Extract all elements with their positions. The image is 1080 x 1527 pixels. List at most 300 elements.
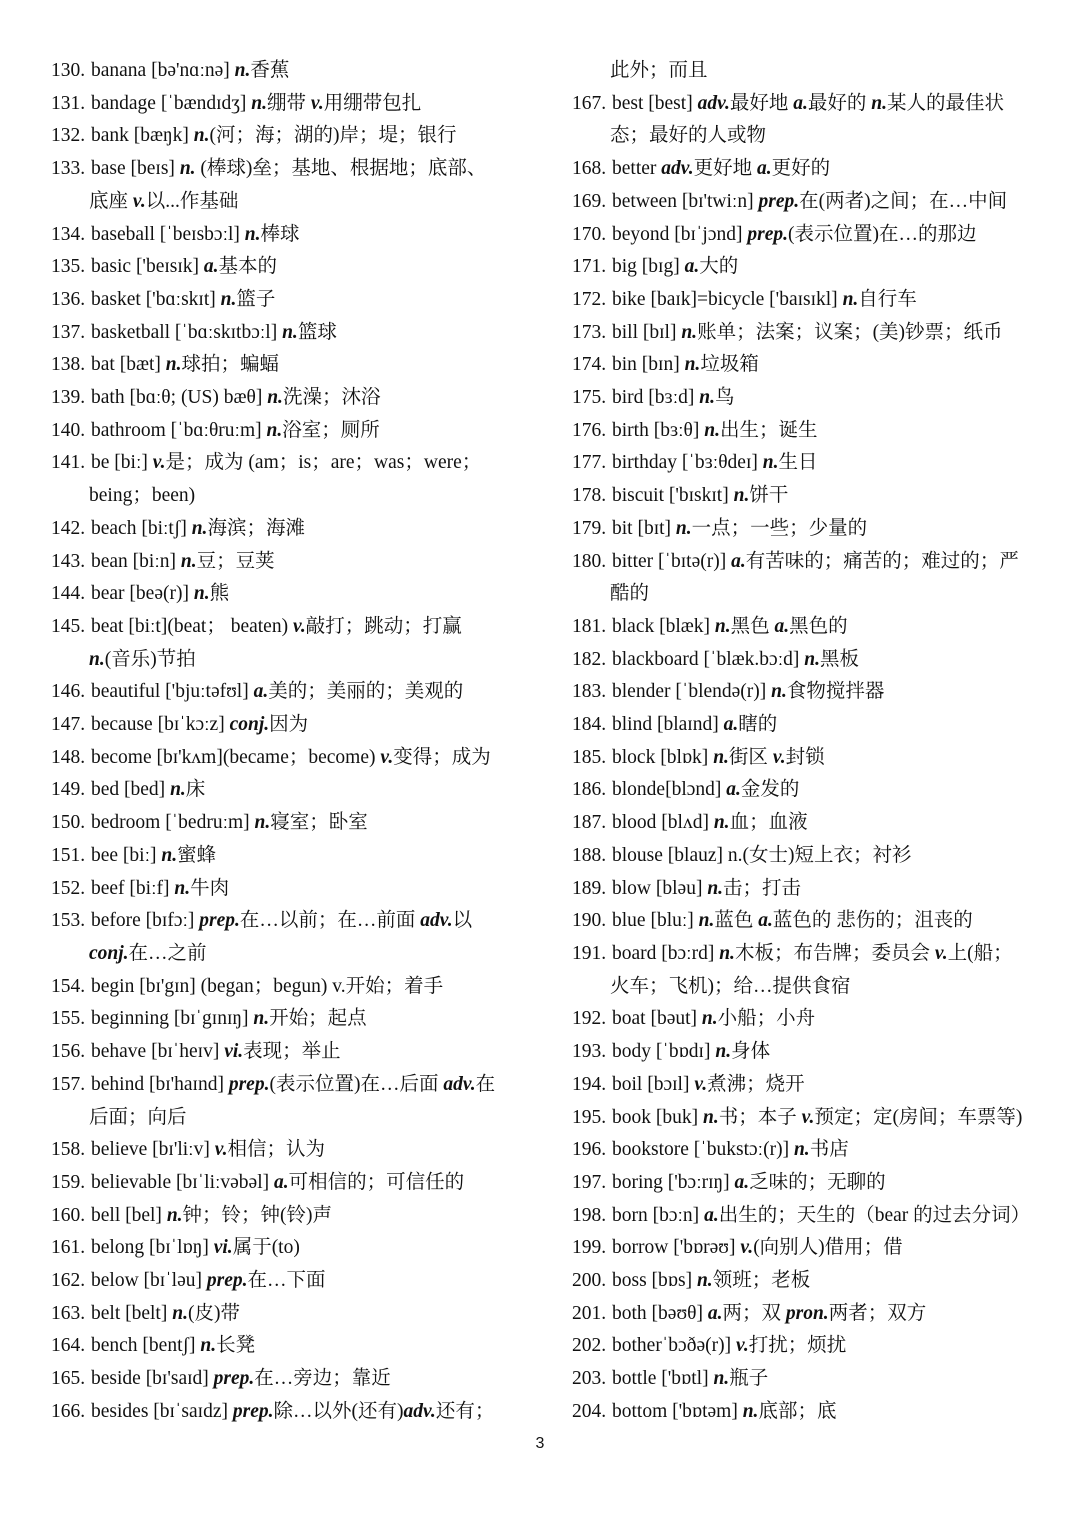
part-of-speech: n. <box>704 419 720 441</box>
entry-text-segment: 乏味的；无聊的 <box>749 1171 886 1193</box>
vocab-entry <box>51 1200 521 1233</box>
entry-text-segment: (河；海；湖的)岸；堤；银行 <box>209 125 457 147</box>
vocab-entry <box>51 742 521 775</box>
entry-text-segment: beyond [bɪˈjɔnd] <box>612 223 748 245</box>
entry-text-segment: 身体 <box>731 1041 771 1063</box>
part-of-speech: a. <box>274 1171 289 1193</box>
part-of-speech: a. <box>793 92 808 114</box>
entry-text-segment: 熊 <box>209 583 230 605</box>
entry-number: 163. <box>51 1302 86 1324</box>
vocab-entry-continuation <box>51 480 521 513</box>
part-of-speech: conj. <box>89 942 129 964</box>
entry-text <box>91 1003 521 1036</box>
entry-number: 187. <box>572 812 607 834</box>
vocab-entry <box>572 1330 1042 1363</box>
entry-text-segment: 最好地 <box>729 92 794 114</box>
entry-text <box>612 873 1042 906</box>
entry-text-segment: 街区 <box>728 746 773 768</box>
entry-text <box>612 840 1042 873</box>
entry-text-segment: baseball [ˈbeɪsbɔːl] <box>91 223 245 245</box>
entry-text-segment: 开始；起点 <box>269 1008 367 1030</box>
entry-number: 172. <box>572 288 607 310</box>
part-of-speech: vi. <box>213 1237 233 1259</box>
vocab-entry <box>51 1363 521 1396</box>
part-of-speech: n. <box>793 1139 810 1161</box>
entry-number: 162. <box>51 1270 86 1292</box>
entry-number: 182. <box>572 648 607 670</box>
entry-number: 167. <box>572 92 607 114</box>
entry-number: 171. <box>572 256 607 278</box>
part-of-speech: n. <box>719 942 735 964</box>
entry-text-segment: bell [bel] <box>91 1204 167 1226</box>
part-of-speech: v. <box>380 746 394 768</box>
entry-text-segment: (皮)带 <box>187 1302 240 1324</box>
vocab-entry <box>51 1396 521 1429</box>
part-of-speech: n. <box>684 354 701 376</box>
part-of-speech: a. <box>774 615 790 637</box>
part-of-speech: n. <box>771 681 787 703</box>
vocab-entry <box>51 1036 521 1069</box>
entry-text <box>612 284 1042 317</box>
entry-text <box>91 807 521 840</box>
entry-text-segment: 血；血液 <box>729 812 808 834</box>
entry-text-segment: 瓶子 <box>729 1368 769 1390</box>
vocab-entry <box>572 1298 1042 1331</box>
entry-text <box>612 382 1042 415</box>
entry-number: 168. <box>572 158 607 180</box>
entry-text-segment: beside [bɪ'saɪd] <box>91 1368 214 1390</box>
entry-text <box>612 513 1042 546</box>
vocab-entry <box>572 88 1042 121</box>
part-of-speech: v. <box>934 942 948 964</box>
entry-number: 142. <box>51 517 86 539</box>
vocab-entry-continuation <box>51 938 521 971</box>
entry-text-segment: 棒球 <box>260 223 300 245</box>
entry-text-segment: 两者；双方 <box>828 1302 927 1324</box>
entry-number: 154. <box>51 975 86 997</box>
part-of-speech: prep. <box>228 1073 270 1095</box>
part-of-speech: prep. <box>232 1400 274 1422</box>
entry-text-segment: behave [bɪˈheɪv] <box>91 1041 225 1063</box>
part-of-speech: n. <box>200 1335 217 1357</box>
entry-text <box>91 1298 521 1331</box>
part-of-speech: n. <box>675 517 692 539</box>
vocab-entry <box>572 415 1042 448</box>
entry-text-segment: 煮沸；烧开 <box>707 1073 805 1095</box>
entry-text-segment: 在…旁边；靠近 <box>254 1368 391 1390</box>
entry-text <box>91 1036 521 1069</box>
vocab-entry <box>51 578 521 611</box>
entry-text <box>612 611 1042 644</box>
entry-text-segment: (向别人)借用；借 <box>753 1237 903 1259</box>
part-of-speech: v. <box>292 615 306 637</box>
part-of-speech: n. <box>174 877 191 899</box>
vocab-entry-continuation <box>572 971 1042 1004</box>
entry-text-segment: bike [baɪk]=bicycle ['baɪsɪkl] <box>612 288 843 310</box>
vocab-entry <box>572 1396 1042 1429</box>
entry-text-segment: beautiful ['bjuːtəfʊl] <box>91 681 254 703</box>
vocab-entry <box>572 1134 1042 1167</box>
entry-text-segment: 鸟 <box>715 387 735 409</box>
part-of-speech: v. <box>310 92 324 114</box>
entry-number: 140. <box>51 419 86 441</box>
part-of-speech: v. <box>152 452 166 474</box>
entry-text-segment: 在…下面 <box>247 1270 326 1292</box>
entry-text-segment: 篮子 <box>236 288 276 310</box>
vocab-entry <box>572 644 1042 677</box>
vocab-entry-continuation <box>572 55 1042 88</box>
part-of-speech: n. <box>703 1106 719 1128</box>
entry-text <box>612 1036 1042 1069</box>
entry-text-segment: 有苦味的；痛苦的；难过的；严 <box>745 550 1019 572</box>
part-of-speech: n. <box>707 877 724 899</box>
vocab-entry <box>51 447 521 480</box>
entry-text-segment: base [beɪs] <box>91 158 180 180</box>
entry-text <box>612 1265 1042 1298</box>
entry-number: 181. <box>572 615 607 637</box>
part-of-speech: adv. <box>661 158 694 180</box>
entry-text-segment: 变得；成为 <box>393 746 491 768</box>
entry-text <box>91 676 521 709</box>
entry-text <box>612 807 1042 840</box>
part-of-speech: n. <box>698 910 715 932</box>
entry-number: 183. <box>572 681 607 703</box>
vocab-entry <box>572 1232 1042 1265</box>
entry-text-segment: 可相信的；可信任的 <box>288 1171 465 1193</box>
part-of-speech: n. <box>681 321 698 343</box>
part-of-speech: v. <box>214 1139 228 1161</box>
entry-text-segment: 在 <box>475 1073 496 1095</box>
part-of-speech: n. <box>254 812 271 834</box>
entry-text-segment: be [biː] <box>91 452 153 474</box>
entry-text <box>91 1330 521 1363</box>
entry-text-segment: blow [bləu] <box>612 877 708 899</box>
entry-text <box>91 415 521 448</box>
vocab-column-left <box>51 55 521 1429</box>
entry-number: 153. <box>51 910 86 932</box>
entry-text <box>91 971 521 1004</box>
entry-number: 204. <box>572 1400 607 1422</box>
entry-number: 176. <box>572 419 607 441</box>
vocab-entry <box>572 284 1042 317</box>
entry-text <box>91 219 521 252</box>
entry-text <box>612 349 1042 382</box>
entry-text-segment: 是；成为 (am；is；are；was；were； <box>165 452 482 474</box>
entry-text <box>612 774 1042 807</box>
vocab-entry <box>572 709 1042 742</box>
entry-text-segment: 自行车 <box>858 288 917 310</box>
entry-text-segment: blue [bluː] <box>612 910 699 932</box>
vocab-entry <box>572 251 1042 284</box>
entry-number: 137. <box>51 321 86 343</box>
entry-text-segment: belt [belt] <box>91 1302 173 1324</box>
entry-text-segment: 敲打；跳动；打赢 <box>305 615 462 637</box>
entry-text <box>612 1232 1042 1265</box>
entry-text-segment: beef [biːf] <box>91 877 175 899</box>
vocab-entry <box>51 1167 521 1200</box>
entry-text-segment: 寝室；卧室 <box>270 812 368 834</box>
entry-text <box>612 676 1042 709</box>
vocab-entry <box>51 153 521 186</box>
vocab-entry-continuation <box>51 644 521 677</box>
entry-text-segment: 用绷带包扎 <box>323 92 422 114</box>
part-of-speech: n. <box>733 485 750 507</box>
entry-number: 185. <box>572 746 607 768</box>
entry-text-segment: 书；本子 <box>718 1106 802 1128</box>
part-of-speech: n. <box>701 1008 718 1030</box>
entry-number: 159. <box>51 1171 86 1193</box>
vocab-entry <box>51 219 521 252</box>
vocab-entry <box>51 840 521 873</box>
vocab-entry <box>572 1003 1042 1036</box>
part-of-speech: v. <box>772 746 786 768</box>
entry-number: 191. <box>572 942 607 964</box>
vocab-entry <box>51 251 521 284</box>
entry-text <box>612 480 1042 513</box>
entry-text-segment: belong [bɪˈlɒŋ] <box>91 1237 214 1259</box>
vocab-entry <box>51 709 521 742</box>
entry-text-segment: (棒球)垒；基地、根据地；底部、 <box>195 158 487 180</box>
vocab-entry <box>51 120 521 153</box>
part-of-speech: pron. <box>785 1302 829 1324</box>
entry-text-segment: better <box>612 158 662 180</box>
entry-text-segment: begin [bɪ'gɪn] (began；begun) v.开始；着手 <box>91 975 444 997</box>
entry-text-segment: bath [bɑːθ; (US) bæθ] <box>91 387 268 409</box>
vocab-entry <box>51 382 521 415</box>
part-of-speech: prep. <box>758 190 800 212</box>
vocab-entry <box>51 971 521 1004</box>
vocab-entry <box>572 938 1042 971</box>
entry-text-segment: 生日 <box>778 452 818 474</box>
entry-text <box>91 774 521 807</box>
entry-text-segment: bee [biː] <box>91 844 162 866</box>
entry-number: 188. <box>572 844 607 866</box>
vocab-entry <box>572 219 1042 252</box>
part-of-speech: n. <box>165 354 182 376</box>
vocab-entry <box>572 1102 1042 1135</box>
part-of-speech: n. <box>220 288 237 310</box>
vocab-entry <box>572 807 1042 840</box>
vocab-entry <box>51 873 521 906</box>
entry-text <box>91 1200 521 1233</box>
entry-text-segment: 豆；豆荚 <box>196 550 275 572</box>
vocab-entry <box>572 1167 1042 1200</box>
entry-text <box>612 644 1042 677</box>
entry-number: 164. <box>51 1335 86 1357</box>
entry-number: 184. <box>572 714 607 736</box>
part-of-speech: n. <box>166 1204 183 1226</box>
entry-text <box>91 611 521 644</box>
part-of-speech: n. <box>253 1008 270 1030</box>
entry-number: 198. <box>572 1204 607 1226</box>
entry-number: 174. <box>572 354 607 376</box>
part-of-speech: n. <box>696 1270 713 1292</box>
entry-number: 130. <box>51 60 86 81</box>
entry-text-segment: 香蕉 <box>250 60 290 81</box>
entry-text-segment: 表现；举止 <box>243 1041 341 1063</box>
entry-text-segment: 封锁 <box>785 746 825 768</box>
entry-text-segment: boat [bəut] <box>612 1008 702 1030</box>
entry-number: 161. <box>51 1237 86 1259</box>
entry-number: 147. <box>51 714 86 736</box>
entry-text-segment: basketball [ˈbɑːskɪtbɔːl] <box>91 321 283 343</box>
vocab-entry-continuation <box>572 120 1042 153</box>
part-of-speech: n. <box>234 60 251 81</box>
entry-number: 158. <box>51 1139 86 1161</box>
entry-text-segment: 洗澡；沐浴 <box>282 387 381 409</box>
entry-text <box>91 742 521 775</box>
entry-text-segment: 一点；一些；少量的 <box>691 517 868 539</box>
entry-number: 155. <box>51 1008 86 1030</box>
entry-text <box>91 1363 521 1396</box>
vocab-entry <box>51 905 521 938</box>
entry-text <box>91 1167 521 1200</box>
vocab-entry <box>572 186 1042 219</box>
part-of-speech: adv. <box>420 910 453 932</box>
entry-number: 197. <box>572 1171 607 1193</box>
entry-text-segment: body [ˈbɒdɪ] <box>612 1041 716 1063</box>
part-of-speech: n. <box>282 321 298 343</box>
vocab-entry <box>51 774 521 807</box>
entry-text <box>91 578 521 611</box>
entry-number: 134. <box>51 223 86 245</box>
part-of-speech: n. <box>713 746 729 768</box>
part-of-speech: v. <box>694 1073 708 1095</box>
entry-text <box>612 153 1042 186</box>
entry-number: 169. <box>572 190 607 212</box>
entry-text-segment: 火车；飞机)；给…提供食宿 <box>610 975 851 997</box>
entry-text <box>612 1003 1042 1036</box>
part-of-speech: n. <box>762 452 779 474</box>
entry-number: 136. <box>51 288 86 310</box>
entry-text <box>91 317 521 350</box>
entry-text-segment: bear [beə(r)] <box>91 583 194 605</box>
vocab-entry <box>51 1298 521 1331</box>
part-of-speech: a. <box>723 714 739 736</box>
entry-text-segment: 长凳 <box>216 1335 256 1357</box>
entry-text-segment: because [bɪˈkɔːz] <box>91 714 230 736</box>
part-of-speech: n. <box>193 125 210 147</box>
vocab-entry <box>51 1069 521 1102</box>
entry-text-segment: (表示位置)在…后面 <box>269 1073 444 1095</box>
part-of-speech: n. <box>191 517 208 539</box>
entry-text-segment: both [bəʊθ] <box>612 1302 708 1324</box>
part-of-speech: prep. <box>747 223 789 245</box>
vocab-entry <box>572 742 1042 775</box>
vocab-entry <box>51 349 521 382</box>
entry-number: 192. <box>572 1008 607 1030</box>
entry-number: 149. <box>51 779 86 801</box>
entry-number: 177. <box>572 452 607 474</box>
entry-text <box>612 219 1042 252</box>
entry-text-segment: 美的；美丽的；美观的 <box>268 681 464 703</box>
vocab-entry <box>51 1003 521 1036</box>
entry-text-segment: 蓝色的 悲伤的；沮丧的 <box>772 910 973 932</box>
vocab-entry <box>572 611 1042 644</box>
part-of-speech: a. <box>756 158 772 180</box>
vocab-entry <box>572 905 1042 938</box>
part-of-speech: n. <box>89 648 105 670</box>
entry-text-segment: bit [bɪt] <box>612 517 676 539</box>
entry-text-segment: 因为 <box>269 714 309 736</box>
entry-text <box>91 153 521 186</box>
entry-number: 202. <box>572 1335 607 1357</box>
vocab-entry <box>572 480 1042 513</box>
vocab-entry <box>572 317 1042 350</box>
entry-text-segment: blackboard [ˈblæk.bɔːd] <box>612 648 805 670</box>
part-of-speech: a. <box>734 1171 750 1193</box>
part-of-speech: n. <box>251 92 268 114</box>
entry-text-segment: black [blæk] <box>612 615 715 637</box>
vocab-entry-continuation <box>51 186 521 219</box>
entry-text-segment: board [bɔːrd] <box>612 942 720 964</box>
entry-text-segment: 小船；小舟 <box>717 1008 816 1030</box>
part-of-speech: conj. <box>229 714 270 736</box>
vocab-entry <box>51 807 521 840</box>
part-of-speech: a. <box>731 550 746 572</box>
part-of-speech: v. <box>735 1335 749 1357</box>
entry-text-segment: blonde[blɔnd] <box>612 779 727 801</box>
entry-number: 194. <box>572 1073 607 1095</box>
entry-text-segment: below [bɪˈləu] <box>91 1270 207 1292</box>
entry-text-segment: big [bɪg] <box>612 256 685 278</box>
entry-text-segment: 基本的 <box>218 256 278 278</box>
entry-text-segment: 木板；布告牌；委员会 <box>734 942 935 964</box>
entry-text-segment: 在…以前；在…前面 <box>239 910 421 932</box>
part-of-speech: a. <box>203 256 219 278</box>
entry-number: 160. <box>51 1204 86 1226</box>
part-of-speech: prep. <box>199 910 240 932</box>
entry-text <box>91 1232 521 1265</box>
entry-text-segment: 击；打击 <box>723 877 802 899</box>
entry-text <box>612 317 1042 350</box>
entry-text-segment: birth [bɜːθ] <box>612 419 705 441</box>
entry-text <box>91 905 521 938</box>
entry-text-segment: 酷的 <box>610 583 650 605</box>
part-of-speech: adv. <box>697 92 730 114</box>
entry-text-segment: blood [blʌd] <box>612 812 714 834</box>
entry-text <box>612 709 1042 742</box>
entry-text-segment: boil [bɔɪl] <box>612 1073 695 1095</box>
vocab-entry <box>572 1200 1042 1233</box>
vocab-entry <box>572 1265 1042 1298</box>
entry-text-segment: besides [bɪˈsaɪdz] <box>91 1400 233 1422</box>
entry-number: 156. <box>51 1041 86 1063</box>
entry-text <box>612 447 1042 480</box>
entry-text-segment: best [best] <box>612 92 698 114</box>
entry-text-segment: beginning [bɪˈgɪnɪŋ] <box>91 1008 254 1030</box>
entry-text-segment: believable [bɪˈliːvəbəl] <box>91 1171 275 1193</box>
vocab-entry <box>572 774 1042 807</box>
vocab-entry <box>51 611 521 644</box>
part-of-speech: adv. <box>403 1400 436 1422</box>
entry-text-segment: 黑色 <box>730 615 775 637</box>
entry-text-segment: beach [biːtʃ] <box>91 517 192 539</box>
vocab-entry <box>51 88 521 121</box>
vocab-entry <box>51 513 521 546</box>
entry-text-segment: 账单；法案；议案；(美)钞票；纸币 <box>697 321 1003 343</box>
entry-text-segment: book [buk] <box>612 1106 703 1128</box>
entry-text-segment: bird [bɜːd] <box>612 387 700 409</box>
entry-text <box>91 1069 521 1102</box>
entry-text-segment: borrow ['bɒrəʊ] <box>612 1237 741 1259</box>
entry-text-segment: 以 <box>452 910 473 932</box>
entry-number: 144. <box>51 583 86 605</box>
entry-text-segment: blind [blaɪnd] <box>612 714 724 736</box>
entry-text-segment: boss [bɒs] <box>612 1270 697 1292</box>
entry-number: 175. <box>572 387 607 409</box>
entry-text-segment: 领班；老板 <box>712 1270 811 1292</box>
